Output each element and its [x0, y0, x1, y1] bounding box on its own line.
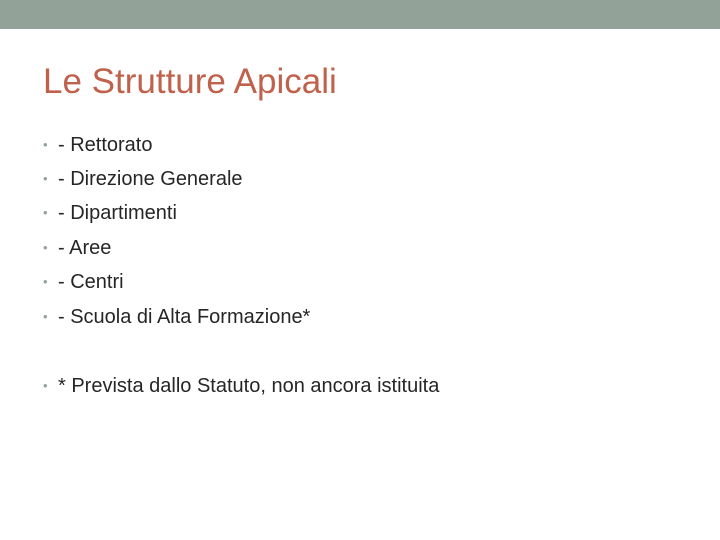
bullet-dot-icon: • [43, 274, 48, 289]
bullet-item [43, 132, 152, 158]
bullet-text: - Rettorato [58, 134, 153, 156]
bullet-dot-icon: • [43, 171, 48, 186]
bullet-item [43, 200, 177, 226]
bullet-dot-icon: • [43, 137, 48, 152]
bullet-dot-icon: • [43, 378, 48, 393]
bullet-text: * Prevista dallo Statuto, non ancora istituita [58, 375, 440, 397]
bullet-dot-icon: • [43, 205, 48, 220]
bullet-text: - Dipartimenti [58, 202, 177, 224]
bullet-dot-icon: • [43, 240, 48, 255]
slide-title: Le Strutture Apicali [43, 62, 337, 101]
bullet-item [43, 235, 111, 261]
bullet-text: - Aree [58, 237, 112, 259]
top-accent-bar [0, 0, 720, 29]
bullet-text: - Direzione Generale [58, 168, 243, 190]
bullet-item [43, 166, 243, 192]
bullet-dot-icon: • [43, 309, 48, 324]
bullet-text: - Scuola di Alta Formazione* [58, 306, 311, 328]
bullet-text: - Centri [58, 271, 124, 293]
bullet-item [43, 373, 439, 399]
bullet-item [43, 269, 124, 295]
bullet-item [43, 304, 310, 330]
